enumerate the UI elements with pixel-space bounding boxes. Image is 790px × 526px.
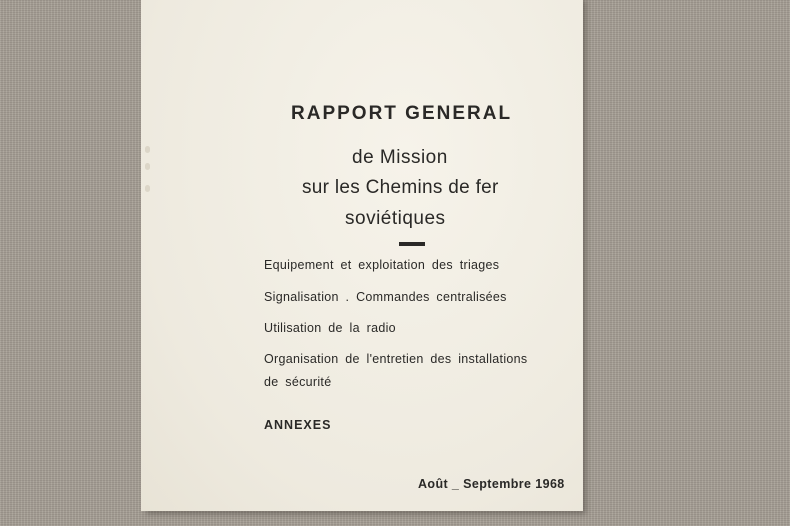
subtitle-line-3: soviétiques (345, 208, 446, 229)
document-page (141, 0, 583, 511)
contents-item: Signalisation . Commandes centralisées (264, 290, 507, 304)
punch-hole (145, 146, 150, 153)
punch-hole (145, 185, 150, 192)
annexes-heading: ANNEXES (264, 418, 332, 432)
publication-date: Août _ Septembre 1968 (418, 477, 565, 491)
divider-rule (399, 242, 425, 246)
subtitle-line-2: sur les Chemins de fer (302, 177, 499, 198)
contents-item: Equipement et exploitation des triages (264, 258, 500, 272)
contents-item: Utilisation de la radio (264, 321, 396, 335)
contents-item: Organisation de l'entretien des installations (264, 352, 528, 366)
punch-hole (145, 163, 150, 170)
document-title: RAPPORT GENERAL (291, 103, 513, 124)
subtitle-line-1: de Mission (352, 147, 448, 168)
contents-item-continuation: de sécurité (264, 375, 332, 389)
